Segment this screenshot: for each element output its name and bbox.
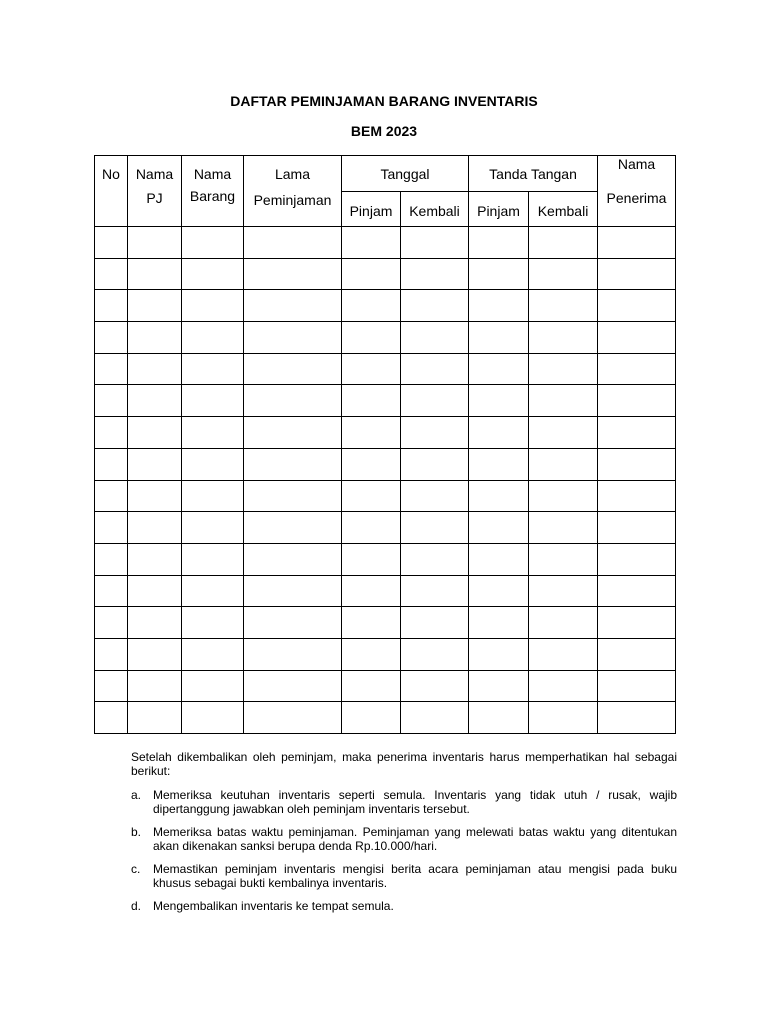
table-row [95, 480, 676, 512]
table-cell [342, 353, 401, 385]
table-cell [598, 512, 676, 544]
header-penerima-line2: Penerima [606, 190, 667, 206]
table-cell [128, 575, 182, 607]
header-lama-line2: Peminjaman [253, 192, 332, 208]
table-cell [244, 322, 342, 354]
table-cell [244, 607, 342, 639]
table-cell [342, 322, 401, 354]
table-cell [342, 543, 401, 575]
table-cell [342, 258, 401, 290]
table-cell [95, 543, 128, 575]
header-nama-pj-line1: Nama [135, 166, 174, 182]
table-cell [128, 670, 182, 702]
table-cell [401, 227, 469, 259]
table-cell [244, 512, 342, 544]
table-cell [244, 575, 342, 607]
notes-section [131, 750, 677, 922]
table-cell [469, 353, 529, 385]
table-cell [598, 353, 676, 385]
notes-item [131, 862, 677, 890]
table-cell [469, 448, 529, 480]
table-row [95, 385, 676, 417]
table-cell [401, 543, 469, 575]
table-cell [469, 670, 529, 702]
table-cell [182, 322, 244, 354]
table-cell [182, 258, 244, 290]
table-cell [598, 290, 676, 322]
table-cell [598, 480, 676, 512]
table-cell [182, 227, 244, 259]
table-cell [342, 227, 401, 259]
table-cell [469, 575, 529, 607]
table-cell [182, 670, 244, 702]
table-cell [95, 353, 128, 385]
table-cell [128, 702, 182, 734]
table-cell [598, 607, 676, 639]
table-cell [529, 512, 598, 544]
table-cell [182, 638, 244, 670]
notes-item-text: Memastikan peminjam inventaris mengisi berita acara peminjaman atau mengisi pada buku khusus sebagai bukti kembalinya inventaris. [153, 862, 677, 890]
table-cell [128, 543, 182, 575]
table-cell [128, 638, 182, 670]
header-tanggal-kembali: Kembali [401, 192, 469, 227]
table-cell [244, 670, 342, 702]
table-cell [342, 638, 401, 670]
table-cell [244, 543, 342, 575]
notes-intro: Setelah dikembalikan oleh peminjam, maka penerima inventaris harus memperhatikan hal sebagai berikut: [131, 750, 677, 778]
table-cell [95, 258, 128, 290]
table-cell [469, 227, 529, 259]
document-title: DAFTAR PEMINJAMAN BARANG INVENTARIS [230, 93, 538, 109]
notes-item-text: Mengembalikan inventaris ke tempat semula. [153, 899, 394, 913]
table-cell [342, 607, 401, 639]
table-cell [244, 638, 342, 670]
table-cell [128, 322, 182, 354]
table-cell [469, 322, 529, 354]
header-nama-pj-line2: PJ [146, 190, 163, 206]
table-cell [529, 480, 598, 512]
table-cell [469, 543, 529, 575]
table-cell [128, 607, 182, 639]
table-cell [95, 385, 128, 417]
table-cell [182, 543, 244, 575]
table-cell [529, 290, 598, 322]
table-row [95, 702, 676, 734]
table-row [95, 670, 676, 702]
notes-list [131, 788, 677, 913]
table-cell [469, 480, 529, 512]
table-cell [95, 670, 128, 702]
table-row [95, 353, 676, 385]
table-cell [244, 353, 342, 385]
table-cell [95, 702, 128, 734]
table-cell [244, 385, 342, 417]
table-cell [401, 638, 469, 670]
table-cell [342, 417, 401, 449]
table-cell [598, 258, 676, 290]
table-row [95, 258, 676, 290]
table-cell [182, 575, 244, 607]
table-body [95, 227, 676, 734]
table-row [95, 575, 676, 607]
table-cell [342, 670, 401, 702]
table-cell [469, 607, 529, 639]
header-tanda-tangan: Tanda Tangan [469, 156, 598, 192]
table-cell [182, 512, 244, 544]
table-cell [598, 702, 676, 734]
header-nama-barang-line1: Nama [193, 166, 232, 182]
table-cell [128, 290, 182, 322]
table-cell [128, 385, 182, 417]
header-tanggal: Tanggal [342, 156, 469, 192]
table-cell [401, 512, 469, 544]
table-cell [182, 385, 244, 417]
table-cell [342, 480, 401, 512]
table-row [95, 543, 676, 575]
table-cell [95, 417, 128, 449]
notes-item-marker: c. [131, 862, 141, 876]
table-cell [469, 638, 529, 670]
table-cell [342, 512, 401, 544]
table-cell [182, 702, 244, 734]
table-row [95, 322, 676, 354]
table-cell [95, 480, 128, 512]
document-subtitle: BEM 2023 [350, 123, 418, 139]
table-row [95, 448, 676, 480]
header-nama-pj [128, 156, 182, 227]
table-cell [598, 638, 676, 670]
table-cell [342, 448, 401, 480]
notes-item-marker: a. [131, 788, 142, 802]
table-cell [469, 290, 529, 322]
loan-table [94, 155, 676, 734]
notes-item [131, 899, 677, 913]
table-cell [182, 607, 244, 639]
table-cell [401, 258, 469, 290]
table-row [95, 290, 676, 322]
table-cell [244, 702, 342, 734]
header-lama-peminjaman [244, 156, 342, 227]
table-cell [529, 353, 598, 385]
table-row [95, 607, 676, 639]
header-ttd-kembali: Kembali [529, 192, 598, 227]
table-cell [598, 575, 676, 607]
table-cell [598, 322, 676, 354]
table-cell [529, 670, 598, 702]
table-cell [128, 417, 182, 449]
table-cell [95, 575, 128, 607]
table-cell [182, 353, 244, 385]
table-cell [182, 417, 244, 449]
notes-item-marker: b. [131, 825, 142, 839]
table-cell [529, 322, 598, 354]
table-cell [244, 227, 342, 259]
table-cell [529, 227, 598, 259]
notes-item [131, 825, 677, 853]
table-cell [529, 607, 598, 639]
notes-item [131, 788, 677, 816]
table-cell [128, 448, 182, 480]
table-cell [529, 638, 598, 670]
table-cell [95, 322, 128, 354]
notes-item-text: Memeriksa batas waktu peminjaman. Peminjaman yang melewati batas waktu yang ditentukan akan dikenakan sanksi berupa denda Rp.10.000/hari. [153, 825, 677, 853]
table-cell [401, 480, 469, 512]
table-cell [182, 448, 244, 480]
table-cell [244, 258, 342, 290]
table-cell [401, 322, 469, 354]
header-nama-barang [182, 156, 244, 227]
notes-item-text: Memeriksa keutuhan inventaris seperti semula. Inventaris yang tidak utuh / rusak, wajib dipertanggung jawabkan oleh peminjam inventaris tersebut. [153, 788, 677, 816]
table-cell [128, 512, 182, 544]
table-cell [95, 290, 128, 322]
table-cell [342, 575, 401, 607]
table-cell [529, 258, 598, 290]
table-cell [598, 543, 676, 575]
table-cell [342, 290, 401, 322]
table-cell [95, 638, 128, 670]
table-cell [401, 448, 469, 480]
header-no: No [95, 156, 128, 227]
table-cell [128, 480, 182, 512]
notes-item-marker: d. [131, 899, 142, 913]
table-cell [128, 227, 182, 259]
table-cell [182, 480, 244, 512]
table-cell [95, 227, 128, 259]
table-cell [401, 290, 469, 322]
table-cell [95, 512, 128, 544]
table-cell [401, 385, 469, 417]
table-cell [469, 258, 529, 290]
table-cell [401, 702, 469, 734]
table-cell [401, 417, 469, 449]
table-cell [598, 670, 676, 702]
table-cell [529, 448, 598, 480]
table-cell [401, 607, 469, 639]
table-cell [598, 448, 676, 480]
table-cell [529, 702, 598, 734]
table-cell [401, 353, 469, 385]
table-cell [244, 290, 342, 322]
table-cell [469, 417, 529, 449]
table-cell [598, 417, 676, 449]
table-cell [469, 702, 529, 734]
table-cell [244, 448, 342, 480]
header-nama-penerima [598, 156, 676, 227]
table-cell [244, 480, 342, 512]
header-tanggal-pinjam: Pinjam [342, 192, 401, 227]
table-cell [128, 258, 182, 290]
table-row [95, 417, 676, 449]
table-cell [244, 417, 342, 449]
header-lama-line1: Lama [274, 166, 311, 182]
table-cell [529, 543, 598, 575]
table-cell [598, 385, 676, 417]
table-cell [128, 353, 182, 385]
table-cell [95, 607, 128, 639]
table-cell [342, 702, 401, 734]
header-penerima-line1: Nama [617, 156, 656, 172]
table-cell [401, 670, 469, 702]
table-cell [95, 448, 128, 480]
table-cell [529, 385, 598, 417]
table-cell [182, 290, 244, 322]
table-cell [529, 575, 598, 607]
table-row [95, 638, 676, 670]
table-row [95, 512, 676, 544]
header-ttd-pinjam: Pinjam [469, 192, 529, 227]
table-cell [529, 417, 598, 449]
header-nama-barang-line2: Barang [189, 188, 236, 204]
table-cell [342, 385, 401, 417]
table-cell [469, 512, 529, 544]
table-row [95, 227, 676, 259]
table-cell [469, 385, 529, 417]
table-cell [598, 227, 676, 259]
table-cell [401, 575, 469, 607]
